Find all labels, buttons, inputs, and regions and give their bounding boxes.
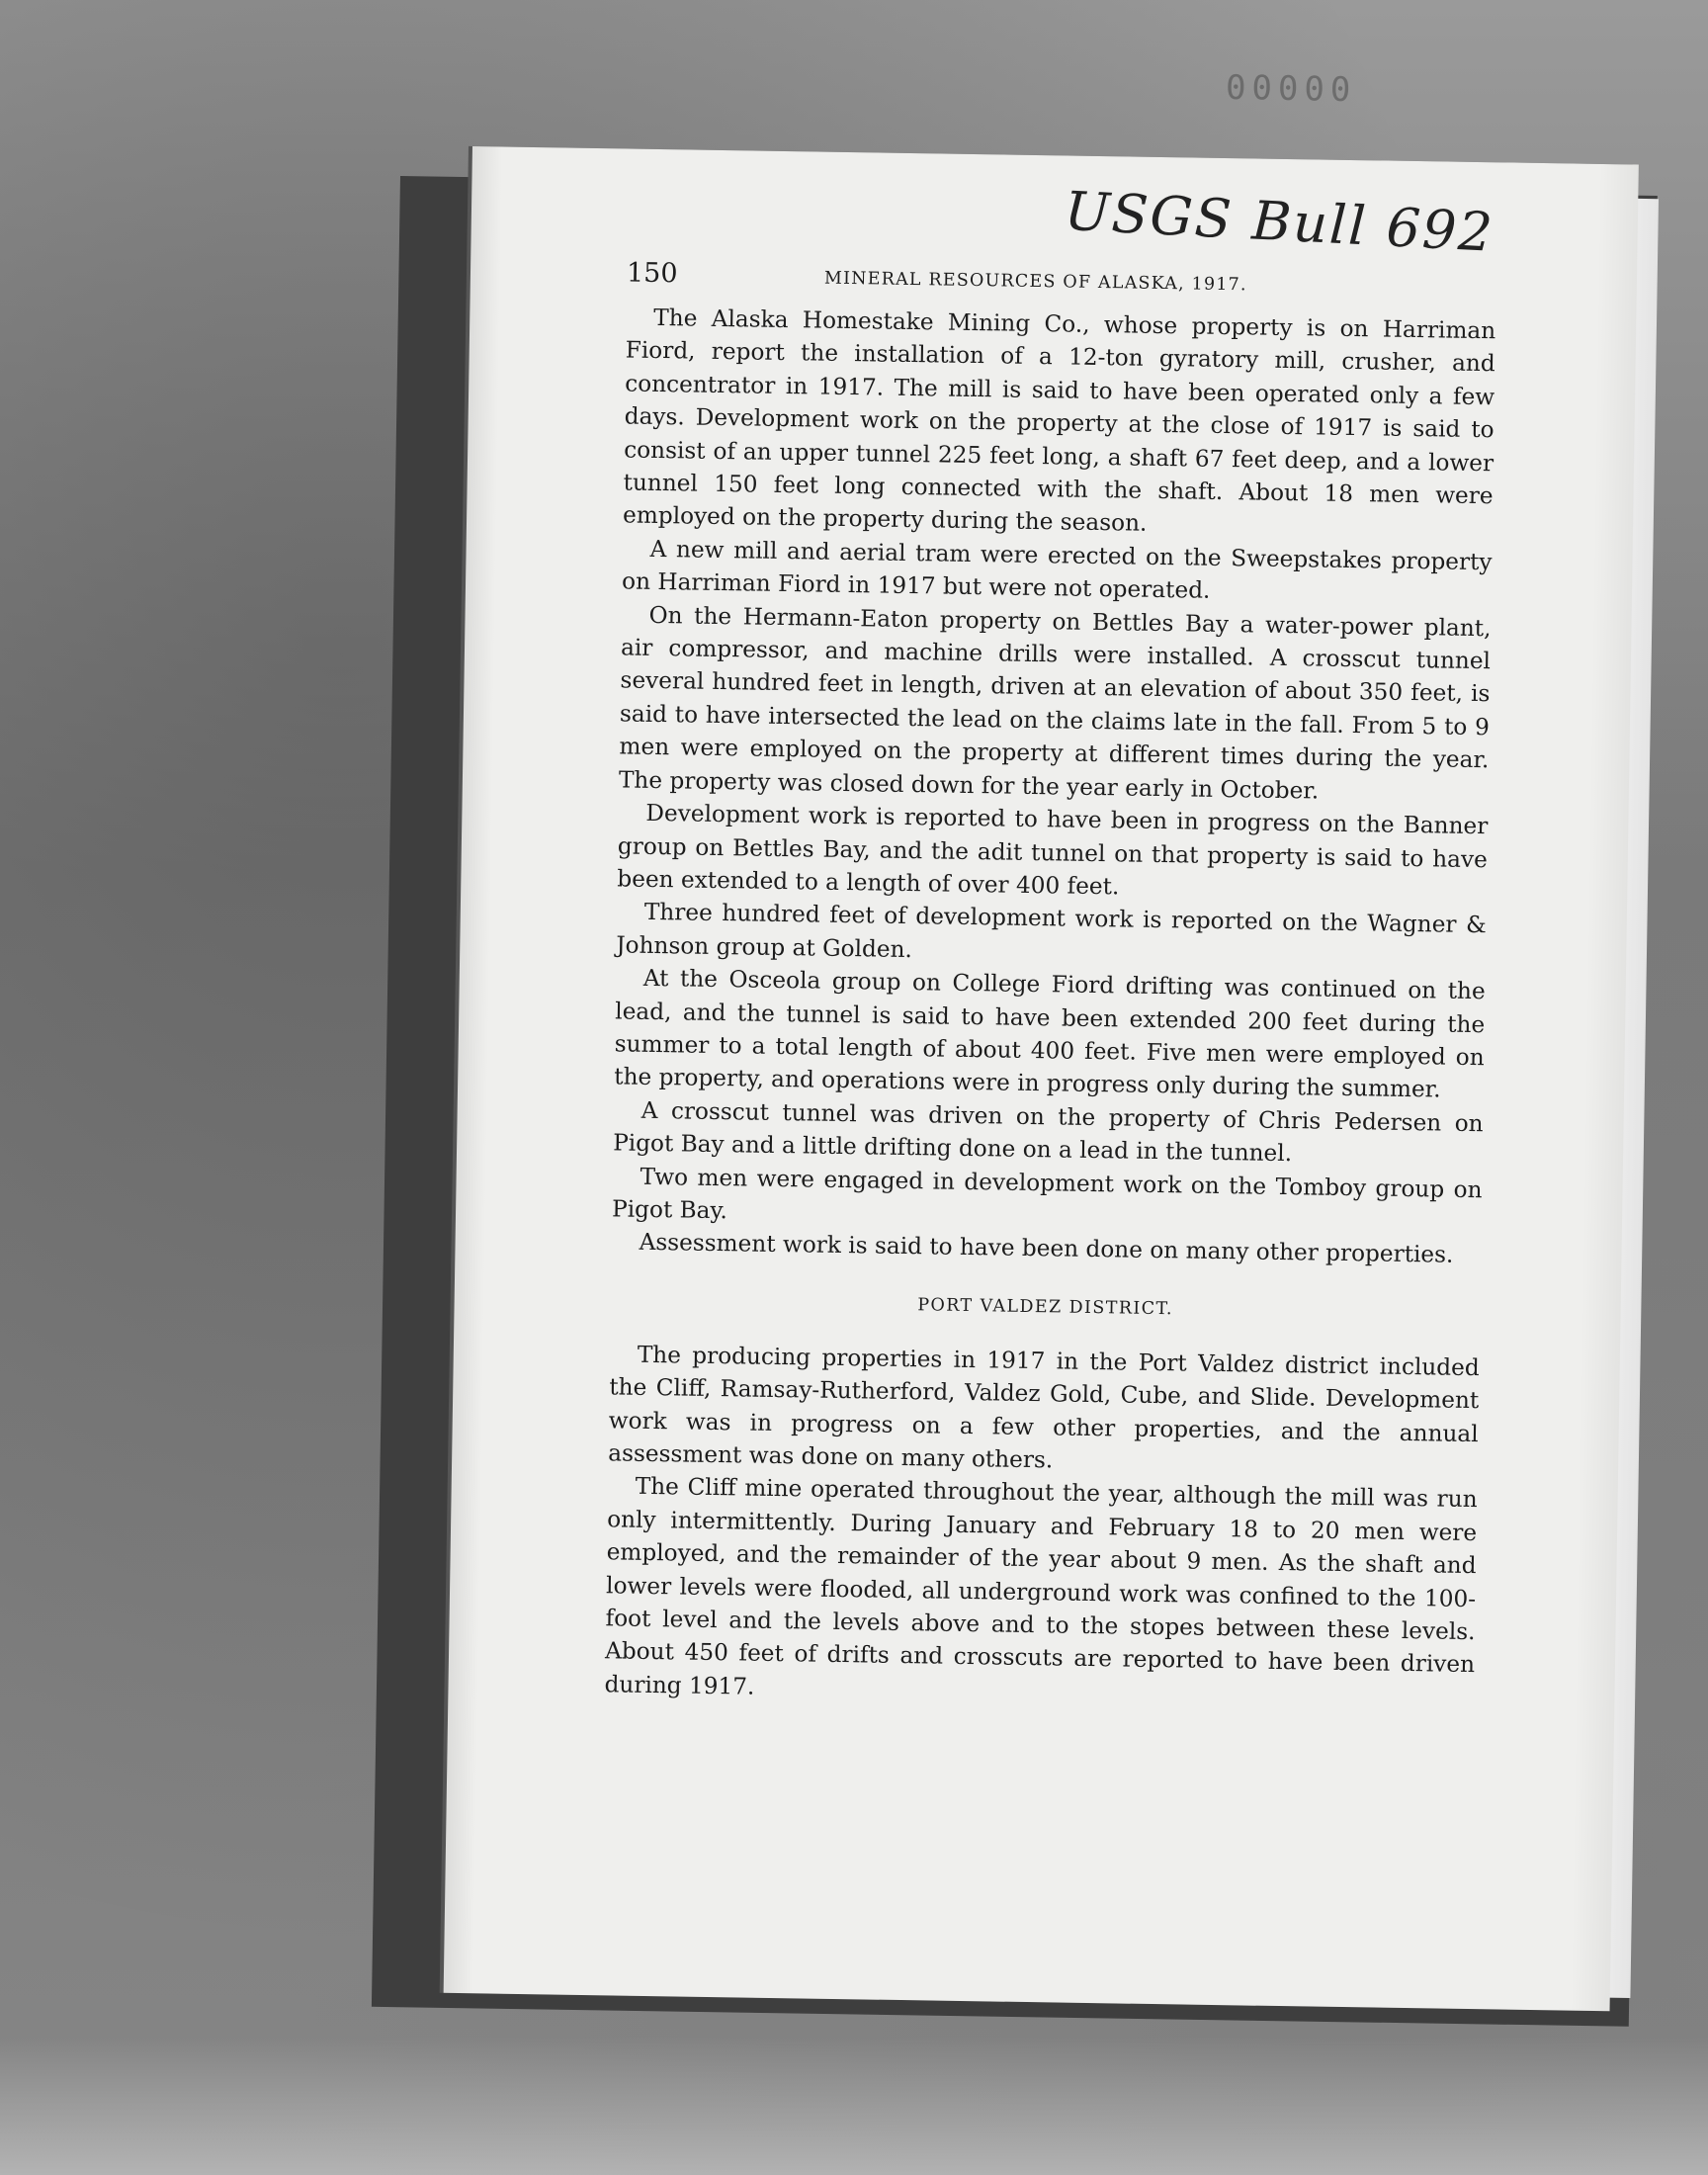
body-text (604, 301, 1495, 1714)
paragraph: The Cliff mine operated throughout the year, although the mill was run only intermittently. During January and February 18 to 20 men were employed, and the remainder of the year about 9 men. As the shaft and lower levels were flooded, all underground work was confined to the 100-foot level and the levels above and to the stopes between these levels. About 450 feet of drifts and crosscuts are reported to have been driven during 1917. (604, 1473, 1478, 1700)
paragraph: The Alaska Homestake Mining Co., whose property is on Harriman Fiord, report the installation of a 12-ton gyratory mill, crusher, and concentrator in 1917. The mill is said to have been operated only a few days. Development work on the property at the close of 1917 is said to consist of an upper tunnel 225 feet long, a shaft 67 feet deep, and a lower tunnel 150 feet long connected with the shaft. About 18 men were employed on the property during the season. (622, 304, 1496, 538)
section-heading: PORT VALDEZ DISTRICT. (917, 1295, 1174, 1320)
page-content (604, 257, 1496, 1714)
paragraph: Assessment work is said to have been done on many other properties. (639, 1229, 1454, 1269)
scan-stamp: 00000 (1225, 67, 1357, 111)
scan-background-bottom (0, 2037, 1708, 2175)
book-page (444, 146, 1639, 2011)
paragraph: On the Hermann-Eaton property on Bettles Bay a water-power plant, air compressor, and machine drills were installed. A crosscut tunnel several hundred feet in length, driven at an elevation of about 350 feet, is said to have intersected the lead on the claims late in the fall. From 5 to 9 men were employed on the property at different times during the year. The property was closed down for the year early in October. (618, 601, 1492, 805)
handwritten-note: USGS Bull 692 (1063, 179, 1496, 264)
running-head: MINERAL RESOURCES OF ALASKA, 1917. (823, 268, 1247, 296)
paragraph: The producing properties in 1917 in the Port Valdez district included the Cliff, Ramsay-Rutherford, Valdez Gold, Cube, and Slide. Development work was in progress on a few other properties, and the annual assessment was done on many others. (608, 1341, 1480, 1474)
paragraph: At the Osceola group on College Fiord drifting was continued on the lead, and the tunnel is said to have been extended 200 feet during the summer to a total length of about 400 feet. Five men were employed on the property, and operations were in progress only during the summer. (614, 964, 1486, 1103)
paragraph: Development work is reported to have been in progress on the Banner group on Bettles Bay, and the adit tunnel on that property is said to have been extended to a length of over 400 feet. (617, 799, 1489, 901)
paragraph: A new mill and aerial tram were erected on the Sweepstakes property on Harriman Fiord in 1917 but were not operated. (621, 535, 1493, 605)
page-number: 150 (626, 257, 678, 290)
paragraph: Three hundred feet of development work is reported on the Wagner & Johnson group at Golden. (616, 899, 1487, 963)
paragraph: A crosscut tunnel was driven on the property of Chris Pedersen on Pigot Bay and a little drifting done on a lead in the tunnel. (612, 1096, 1484, 1168)
paragraph: Two men were engaged in development work on the Tomboy group on Pigot Bay. (611, 1163, 1483, 1225)
